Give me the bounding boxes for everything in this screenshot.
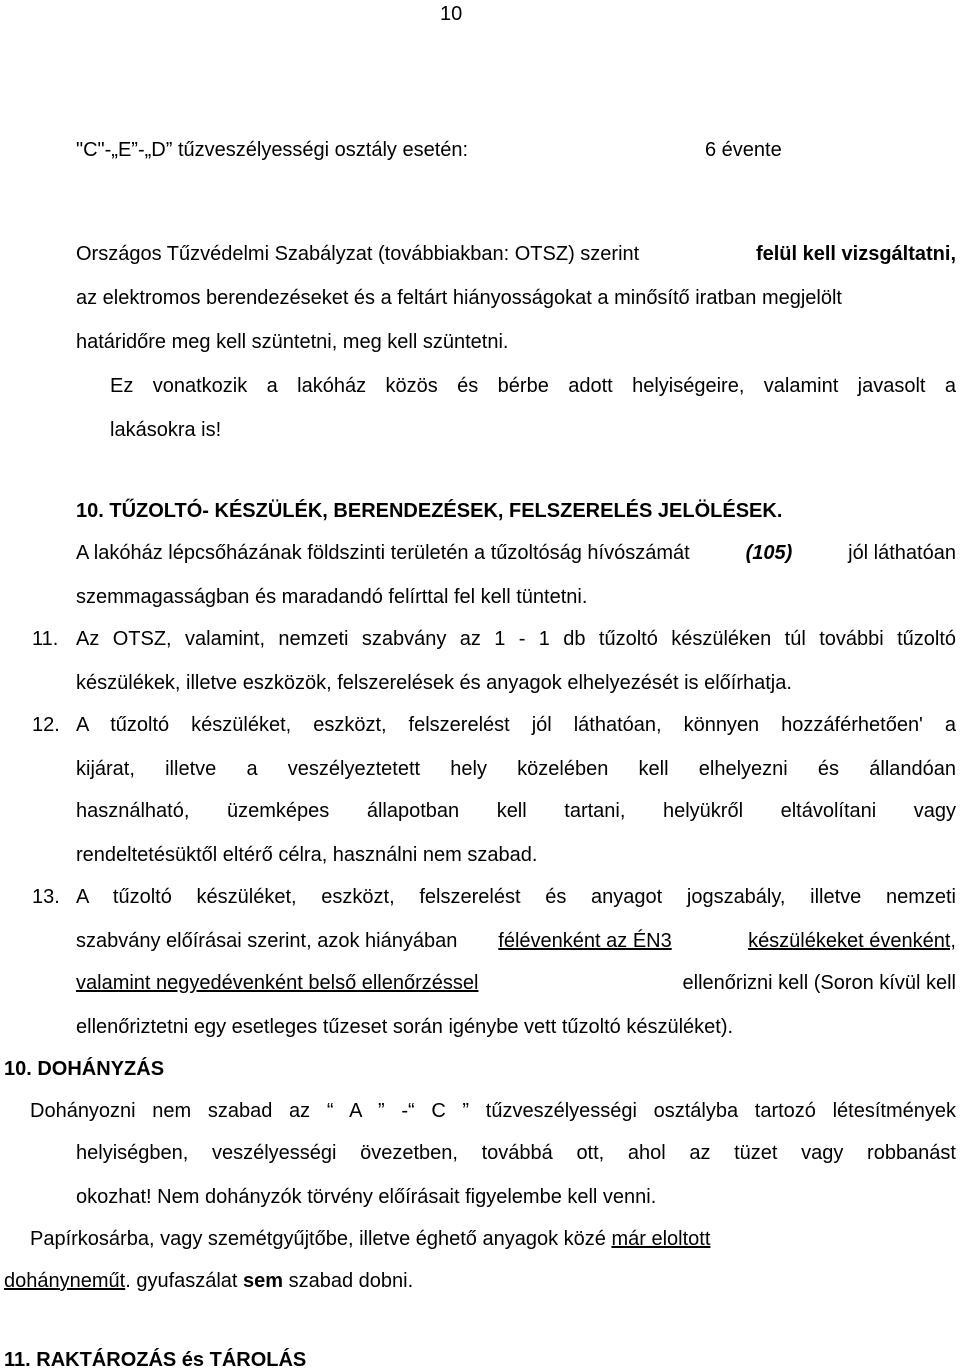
text: szabad dobni. bbox=[283, 1270, 414, 1292]
text: ellenőrizni kell (Soron kívül kell bbox=[676, 972, 956, 994]
underlined-text: félévenként az ÉN3 bbox=[498, 930, 672, 952]
underlined-text: dohányneműt bbox=[4, 1270, 126, 1292]
underlined-text: már eloltott bbox=[611, 1228, 711, 1250]
text: Országos Tűzvédelmi Szabályzat (továbbiakban: OTSZ) szerint bbox=[76, 243, 645, 265]
paragraph-otsz-line1 bbox=[76, 242, 956, 266]
page-number: 10 bbox=[440, 3, 463, 25]
paper-line1 bbox=[30, 1227, 710, 1251]
text: A lakóház lépcsőházának földszinti területén a tűzoltóság hívószámát bbox=[76, 542, 696, 564]
smoking-line3: okozhat! Nem dohányzók törvény előírásait figyelembe kell venni. bbox=[76, 1186, 657, 1208]
item-13-line2 bbox=[76, 929, 956, 953]
item-13-line4: ellenőriztetni egy esetleges tűzeset során igénybe vett tűzoltó készüléket). bbox=[76, 1016, 734, 1038]
smoking-line1: Dohányozni nem szabad az “ A ” -“ C ” tűzveszélyességi osztályba tartozó létesítmények bbox=[30, 1100, 956, 1122]
paragraph-otsz-line2: az elektromos berendezéseket és a feltárt hiányosságokat a minősítő iratban megjelölt bbox=[76, 287, 842, 309]
item-number-13: 13. bbox=[32, 886, 60, 908]
section-heading-11: 11. RAKTÁROZÁS és TÁROLÁS bbox=[4, 1349, 307, 1371]
item-12-line4: rendeltetésüktől eltérő célra, használni nem szabad. bbox=[76, 844, 538, 866]
paragraph-applies-line2: lakásokra is! bbox=[110, 419, 222, 441]
paragraph-otsz-line3: határidőre meg kell szüntetni, meg kell szüntetni. bbox=[76, 331, 509, 353]
text: . gyufaszálat bbox=[125, 1270, 244, 1292]
item-12-line1: A tűzoltó készüléket, eszközt, felszerelést jól láthatóan, könnyen hozzáférhetően' a bbox=[76, 714, 956, 736]
item-12-line3: használható, üzemképes állapotban kell tartani, helyükről eltávolítani vagy bbox=[76, 800, 956, 822]
paragraph-105-line2: szemmagasságban és maradandó felírttal fel kell tüntetni. bbox=[76, 586, 588, 608]
underlined-text: valamint negyedévenként belső ellenőrzéssel bbox=[76, 972, 479, 994]
item-13-line3 bbox=[76, 971, 956, 995]
section-heading-smoking: 10. DOHÁNYZÁS bbox=[4, 1058, 165, 1080]
fire-class-label: "C"-„E”-„D” tűzveszélyességi osztály esetén: bbox=[76, 139, 469, 161]
fire-class-value: 6 évente bbox=[705, 139, 782, 161]
item-12-line2: kijárat, illetve a veszélyeztetett hely közelében kell elhelyezni és állandóan bbox=[76, 758, 956, 780]
bold-text: sem bbox=[243, 1270, 284, 1292]
item-11-line2: készülékek, illetve eszközök, felszerelések és anyagok elhelyezését is előírhatja. bbox=[76, 672, 792, 694]
item-11-line1: Az OTSZ, valamint, nemzeti szabvány az 1 - 1 db tűzoltó készüléken túl további tűzoltó bbox=[76, 628, 956, 650]
paragraph-105-line1 bbox=[76, 541, 956, 565]
smoking-line2: helyiségben, veszélyességi övezetben, továbbá ott, ahol az tüzet vagy robbanást bbox=[76, 1142, 956, 1164]
item-number-12: 12. bbox=[32, 714, 60, 736]
underlined-text: készülékeket évenként, bbox=[748, 930, 956, 952]
text: jól láthatóan bbox=[842, 542, 956, 564]
item-number-11: 11. bbox=[32, 628, 59, 650]
bold-italic-number: (105) bbox=[745, 542, 793, 564]
paragraph-applies-line1: Ez vonatkozik a lakóház közös és bérbe adott helyiségeire, valamint javasolt a bbox=[110, 375, 956, 397]
item-13-line1: A tűzoltó készüléket, eszközt, felszerelést és anyagot jogszabály, illetve nemzeti bbox=[76, 886, 956, 908]
bold-text: felül kell vizsgáltatni, bbox=[755, 243, 956, 265]
section-heading-10: 10. TŰZOLTÓ- KÉSZÜLÉK, BERENDEZÉSEK, FELSZERELÉS JELÖLÉSEK. bbox=[76, 500, 783, 522]
paper-line2 bbox=[4, 1269, 413, 1293]
text: szabvány előírásai szerint, azok hiányában bbox=[76, 930, 463, 952]
text bbox=[707, 929, 713, 953]
text: Papírkosárba, vagy szemétgyűjtőbe, illetve éghető anyagok közé bbox=[30, 1228, 612, 1250]
